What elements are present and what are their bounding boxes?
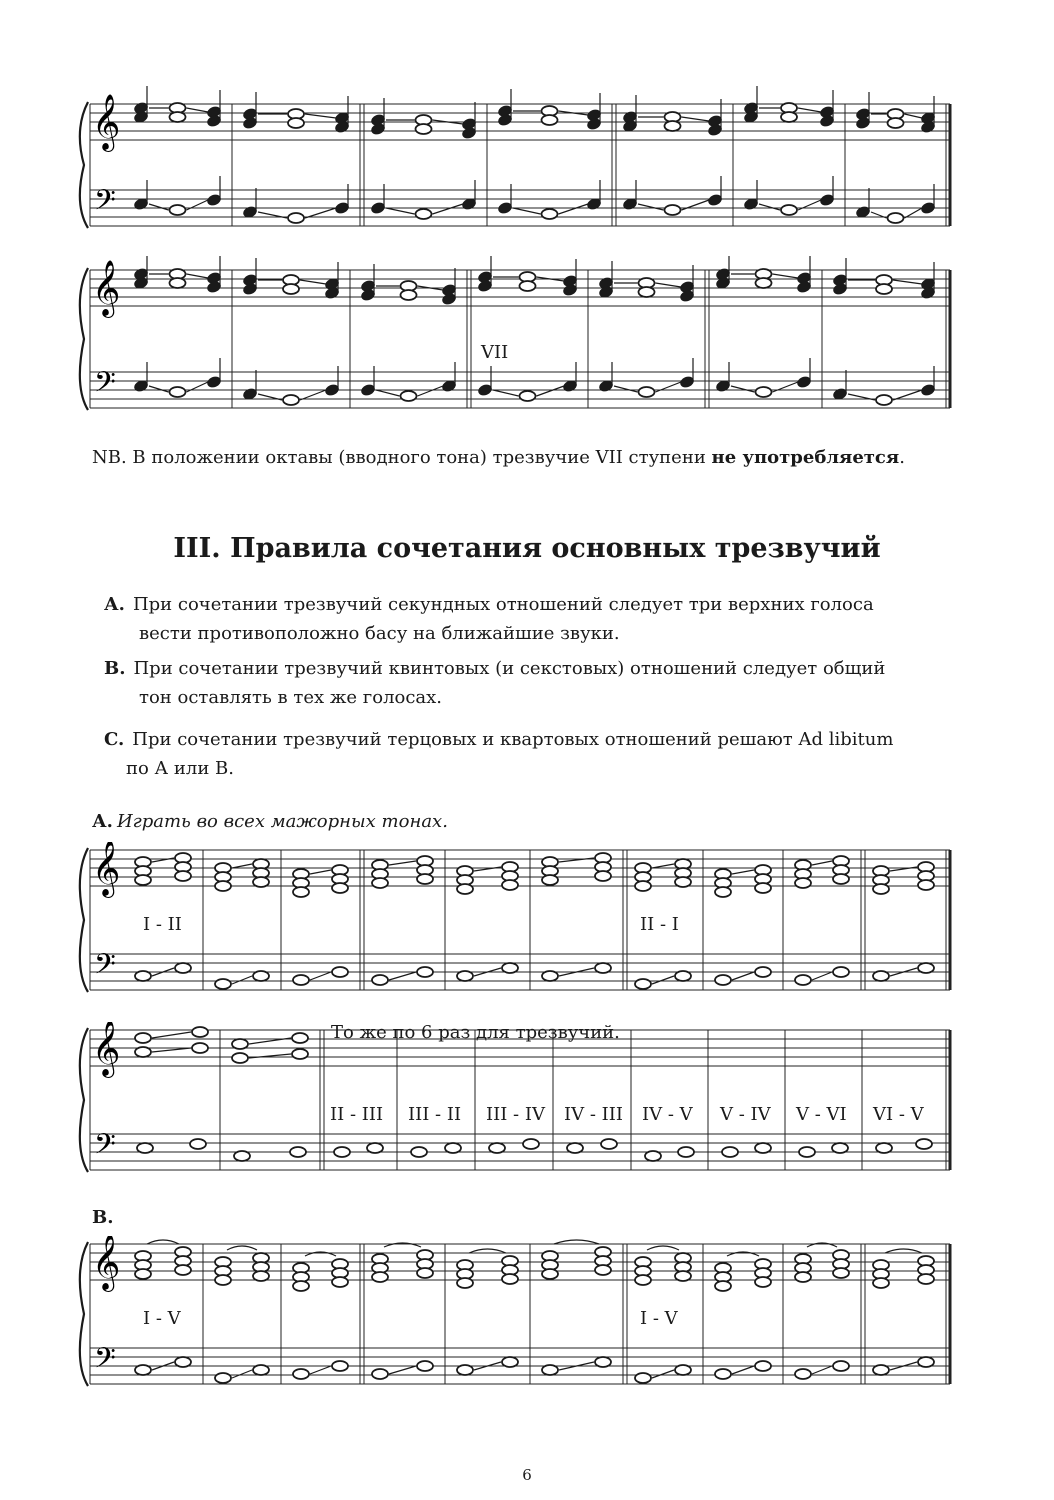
whole-note: [137, 1143, 153, 1153]
voice-line: [149, 204, 169, 210]
repeat-instruction: То же по 6 раз для трезвучий.: [331, 1022, 620, 1043]
whole-note: [795, 975, 811, 985]
whole-note: [755, 1143, 771, 1153]
whole-note: [918, 1274, 934, 1284]
whole-note: [457, 1365, 473, 1375]
whole-note: [918, 880, 934, 890]
whole-note: [170, 278, 186, 288]
treble-clef-icon: 𝄞: [92, 1022, 121, 1076]
whole-note: [665, 205, 681, 215]
whole-note: [293, 975, 309, 985]
whole-note: [873, 1278, 889, 1288]
whole-note: [372, 1272, 388, 1282]
nb-note: NB. В положении октавы (вводного тона) трезвучие VII ступени не употребляется.: [92, 447, 905, 468]
brace: [80, 268, 88, 410]
whole-note: [635, 881, 651, 891]
tie-arc: [227, 1246, 257, 1250]
whole-note: [756, 278, 772, 288]
whole-note: [367, 1143, 383, 1153]
whole-note: [215, 1373, 231, 1383]
whole-note: [234, 1151, 250, 1161]
whole-note: [888, 118, 904, 128]
voice-line: [232, 976, 252, 984]
whole-note: [190, 1139, 206, 1149]
whole-note: [715, 887, 731, 897]
vii-mark: VII: [481, 342, 509, 363]
whole-note: [372, 975, 388, 985]
whole-note: [288, 213, 304, 223]
whole-note: [715, 1369, 731, 1379]
whole-note: [502, 1357, 518, 1367]
whole-note: [175, 871, 191, 881]
whole-note: [795, 878, 811, 888]
voice-line: [812, 972, 832, 980]
whole-note: [175, 963, 191, 973]
voice-line: [418, 386, 444, 396]
whole-note: [253, 1271, 269, 1281]
whole-note: [457, 971, 473, 981]
voice-line: [537, 386, 565, 396]
whole-note: [523, 1139, 539, 1149]
pair-label: IV - III: [564, 1104, 623, 1125]
whole-note: [135, 1365, 151, 1375]
whole-note: [170, 112, 186, 122]
voice-line: [614, 386, 638, 392]
voice-line: [732, 1366, 754, 1374]
voice-line: [652, 864, 674, 868]
pair-label: II - III: [330, 1104, 384, 1125]
whole-note: [715, 975, 731, 985]
brace: [80, 1242, 88, 1386]
voice-line: [152, 1032, 191, 1038]
voice-line: [232, 864, 252, 868]
pair-label: III - IV: [486, 1104, 545, 1125]
bass-clef-icon: 𝄢: [94, 184, 116, 224]
whole-note: [595, 963, 611, 973]
whole-note: [489, 1143, 505, 1153]
whole-note: [232, 1053, 248, 1063]
whole-note: [445, 1143, 461, 1153]
whole-note: [135, 875, 151, 885]
whole-note: [722, 1147, 738, 1157]
whole-note: [755, 967, 771, 977]
rule-c: C. При сочетании трезвучий терцовых и квартовых отношений решают Ad libitum по А или B.: [104, 729, 894, 779]
music-system-2: [0, 256, 1054, 456]
whole-note: [755, 1277, 771, 1287]
treble-clef-icon: 𝄞: [92, 1236, 121, 1290]
voice-line: [732, 972, 754, 980]
treble-clef-icon: 𝄞: [92, 260, 121, 316]
tie-arc: [147, 1240, 179, 1244]
whole-note: [417, 1268, 433, 1278]
whole-note: [876, 1143, 892, 1153]
progression-mark-b1: I - V: [143, 1308, 181, 1329]
whole-note: [833, 1361, 849, 1371]
whole-note: [675, 971, 691, 981]
whole-note: [411, 1147, 427, 1157]
whole-note: [675, 877, 691, 887]
whole-note: [873, 1365, 889, 1375]
whole-note: [215, 881, 231, 891]
rule-a: А. При сочетании трезвучий секундных отношений следует три верхних голоса вести противоположно басу на ближайшие звуки.: [104, 594, 874, 644]
whole-note: [755, 883, 771, 893]
whole-note: [645, 1151, 661, 1161]
voice-line: [187, 108, 209, 112]
whole-note: [192, 1043, 208, 1053]
whole-note: [372, 1369, 388, 1379]
whole-note: [135, 971, 151, 981]
music-system-3: [0, 842, 1054, 1012]
pair-label: V - VI: [796, 1104, 847, 1125]
voice-line: [798, 108, 821, 112]
whole-note: [715, 1281, 731, 1291]
whole-note: [795, 1272, 811, 1282]
whole-note: [417, 874, 433, 884]
whole-note: [876, 395, 892, 405]
voice-line: [812, 861, 832, 865]
whole-note: [567, 1143, 583, 1153]
whole-note: [542, 115, 558, 125]
voice-line: [389, 861, 416, 865]
whole-note: [675, 1365, 691, 1375]
whole-note: [876, 284, 892, 294]
whole-note: [502, 880, 518, 890]
voice-line: [731, 386, 755, 392]
whole-note: [918, 1357, 934, 1367]
whole-note: [283, 284, 299, 294]
voice-line: [893, 280, 922, 284]
voice-line: [732, 870, 754, 874]
music-system-1: [0, 78, 1054, 248]
whole-note: [520, 281, 536, 291]
whole-note: [781, 205, 797, 215]
voice-line: [433, 204, 464, 214]
example-a-caption: А. Играть во всех мажорных тонах.: [92, 811, 448, 832]
progression-mark-a1: I - II: [143, 914, 182, 935]
example-b-caption: B.: [92, 1207, 114, 1228]
pair-label: III - II: [408, 1104, 462, 1125]
voice-line: [559, 204, 589, 214]
pair-label: VI - V: [873, 1104, 924, 1125]
whole-note: [502, 963, 518, 973]
voice-line: [310, 870, 331, 874]
voice-line: [638, 204, 664, 210]
whole-note: [756, 387, 772, 397]
whole-note: [595, 1357, 611, 1367]
voice-line: [652, 976, 674, 984]
whole-note: [416, 124, 432, 134]
voice-line: [232, 1370, 252, 1378]
voice-line: [376, 390, 400, 396]
whole-note: [293, 887, 309, 897]
section-title: III. Правила сочетания основных трезвучий: [173, 533, 881, 564]
whole-note: [292, 1033, 308, 1043]
voice-line: [759, 204, 780, 210]
whole-note: [232, 1039, 248, 1049]
whole-note: [873, 971, 889, 981]
page-number: 6: [522, 1466, 532, 1484]
brace: [80, 848, 88, 992]
progression-mark-b2: I - V: [640, 1308, 678, 1329]
whole-note: [293, 1369, 309, 1379]
whole-note: [372, 878, 388, 888]
whole-note: [401, 290, 417, 300]
whole-note: [542, 1365, 558, 1375]
whole-note: [542, 1269, 558, 1279]
voice-line: [389, 1366, 416, 1374]
whole-note: [416, 209, 432, 219]
whole-note: [799, 1147, 815, 1157]
voice-line: [652, 1370, 674, 1378]
whole-note: [332, 1361, 348, 1371]
whole-note: [520, 391, 536, 401]
voice-line: [187, 274, 209, 278]
voice-line: [310, 1366, 331, 1374]
whole-note: [192, 1027, 208, 1037]
voice-line: [389, 972, 416, 980]
whole-note: [135, 1033, 151, 1043]
voice-line: [682, 117, 710, 121]
whole-note: [253, 1365, 269, 1375]
whole-note: [135, 1047, 151, 1057]
tie-arc: [885, 1249, 922, 1253]
whole-note: [833, 874, 849, 884]
whole-note: [288, 118, 304, 128]
voice-line: [905, 114, 923, 118]
bass-clef-icon: 𝄢: [94, 366, 116, 406]
whole-note: [135, 1269, 151, 1279]
whole-note: [170, 205, 186, 215]
voice-line: [300, 280, 326, 284]
whole-note: [417, 1361, 433, 1371]
whole-note: [639, 287, 655, 297]
whole-note: [755, 1361, 771, 1371]
whole-note: [675, 1271, 691, 1281]
whole-note: [457, 1278, 473, 1288]
rule-b: B. При сочетании трезвучий квинтовых (и секстовых) отношений следует общий тон оставлять в тех же голосах.: [104, 658, 886, 708]
pair-label: V - IV: [720, 1104, 771, 1125]
tie-arc: [647, 1246, 679, 1250]
treble-clef-icon: 𝄞: [92, 94, 121, 150]
brace: [80, 102, 88, 228]
whole-note: [595, 871, 611, 881]
tie-arc: [554, 1240, 599, 1244]
tie-arc: [469, 1249, 506, 1253]
whole-note: [832, 1143, 848, 1153]
whole-note: [635, 1373, 651, 1383]
whole-note: [253, 971, 269, 981]
whole-note: [665, 121, 681, 131]
whole-note: [253, 877, 269, 887]
whole-note: [170, 387, 186, 397]
whole-note: [417, 967, 433, 977]
whole-note: [781, 112, 797, 122]
whole-note: [542, 209, 558, 219]
whole-note: [215, 1275, 231, 1285]
whole-note: [457, 884, 473, 894]
whole-note: [916, 1139, 932, 1149]
whole-note: [332, 967, 348, 977]
whole-note: [334, 1147, 350, 1157]
whole-note: [283, 395, 299, 405]
grand-staff-1: [0, 78, 1054, 248]
bass-clef-icon: 𝄢: [94, 1128, 116, 1168]
whole-note: [833, 967, 849, 977]
voice-line: [493, 390, 519, 396]
music-system-5: [0, 1236, 1054, 1406]
voice-line: [773, 274, 799, 278]
bass-clef-icon: 𝄢: [94, 1342, 116, 1382]
treble-clef-icon: 𝄞: [92, 842, 121, 896]
whole-note: [833, 1268, 849, 1278]
brace: [80, 1028, 88, 1172]
voice-line: [386, 208, 415, 214]
whole-note: [873, 884, 889, 894]
whole-note: [332, 883, 348, 893]
whole-note: [601, 1139, 617, 1149]
whole-note: [175, 1357, 191, 1367]
voice-line: [310, 972, 331, 980]
whole-note: [795, 1369, 811, 1379]
voice-line: [513, 208, 541, 214]
whole-note: [502, 1274, 518, 1284]
whole-note: [639, 387, 655, 397]
whole-note: [175, 1265, 191, 1275]
whole-note: [290, 1147, 306, 1157]
music-system-4: [0, 1022, 1054, 1192]
whole-note: [332, 1277, 348, 1287]
whole-note: [542, 875, 558, 885]
bass-clef-icon: 𝄢: [94, 948, 116, 988]
voice-line: [152, 1048, 191, 1052]
whole-note: [292, 1049, 308, 1059]
voice-line: [812, 1366, 832, 1374]
whole-note: [678, 1147, 694, 1157]
whole-note: [215, 979, 231, 989]
whole-note: [635, 1275, 651, 1285]
progression-mark-a2: II - I: [640, 914, 679, 935]
whole-note: [595, 1265, 611, 1275]
whole-note: [918, 963, 934, 973]
voice-line: [656, 283, 682, 287]
grand-staff-2: [0, 256, 1054, 456]
pair-label: IV - V: [642, 1104, 693, 1125]
whole-note: [542, 971, 558, 981]
voice-line: [149, 386, 169, 392]
voice-line: [305, 114, 336, 118]
whole-note: [635, 979, 651, 989]
whole-note: [401, 391, 417, 401]
whole-note: [888, 213, 904, 223]
whole-note: [293, 1281, 309, 1291]
